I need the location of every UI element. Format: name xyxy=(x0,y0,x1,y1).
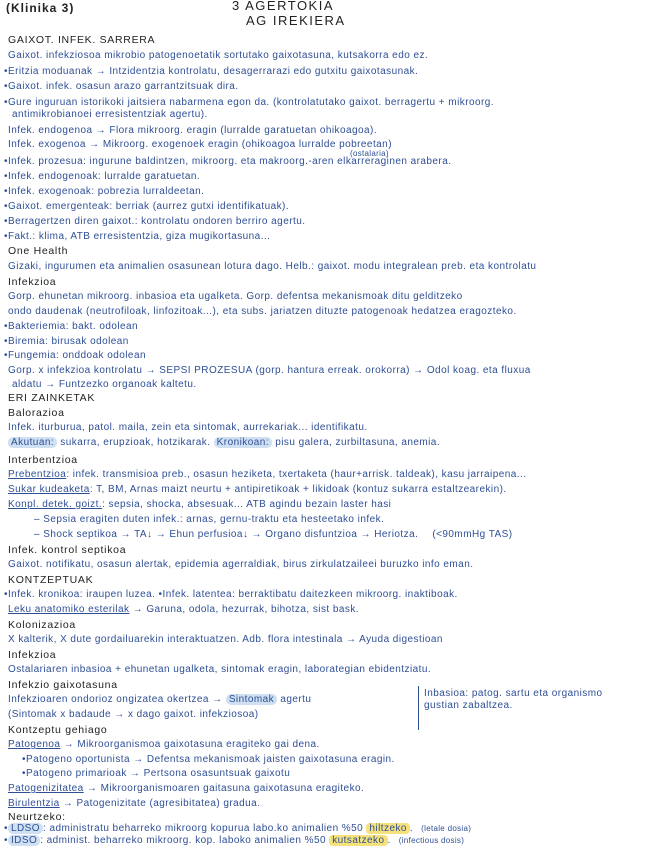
term-patogenizitatea: Patogenizitatea xyxy=(8,783,84,794)
note-line: antimikrobianoei erresistentziak agertu). xyxy=(12,109,208,120)
subheading-neurtzeko: Neurtzeko: xyxy=(8,811,66,823)
akutuan-text: sukarra, erupzioak, hotzikarak. xyxy=(57,437,214,448)
term-leku-esterilak: Leku anatomiko esterilak xyxy=(8,604,130,615)
kronikoan-text: pisu galera, zurbiltasuna, anemia. xyxy=(271,437,441,448)
subheading-kontrol-septikoa: Infek. kontrol septikoa xyxy=(8,544,127,556)
margin-note: (ostalaria) xyxy=(350,149,389,158)
term-patogenoa: Patogenoa xyxy=(8,739,61,750)
gaixotasuna-after: agertu xyxy=(277,694,312,705)
birulentzia-text: → Patogenizitate (agresibitatea) gradua. xyxy=(59,798,261,809)
section-heading-one-health: One Health xyxy=(8,245,69,257)
note-line xyxy=(8,499,391,511)
section-heading-kontzeptu-gehiago: Kontzeptu gehiago xyxy=(8,724,108,736)
note-line: Gorp. ehunetan mikroorg. inbasioa eta ugalketa. Gorp. defentsa mekanismoak ditu gelditzeko xyxy=(8,291,463,302)
patogenoa-text: → Mikroorganismoa gaixotasuna eragiteko gai dena. xyxy=(60,739,320,750)
konpl-text: : sepsia, shocka, absesuak... ATB agindu bezain laster hasi xyxy=(102,499,392,510)
note-line xyxy=(8,469,526,481)
note-line: X kalterik, X dute gordailuarekin interaktuatzen. Adb. flora intestinala → Ayuda digestioan xyxy=(8,634,443,645)
note-line: Infek. exogenoa → Mikroorg. exogenoek eragin (ohikoagoa lurralde pobreetan) xyxy=(8,139,392,150)
section-heading-kontzeptuak: KONTZEPTUAK xyxy=(8,574,94,586)
note-line: •Eritzia moduanak → Intzidentzia kontrolatu, desagerrarazi edo gutxitu gaixotasunak. xyxy=(4,66,419,77)
page-subtitle: AG IREKIERA xyxy=(246,15,346,27)
side-note-divider xyxy=(418,686,419,730)
note-line: • IDSO : administ. beharreko mikroorg. kop. laboko animalien %50 kutsatzeko . (infectious dosis) xyxy=(4,835,465,846)
note-line: Gaixot. notifikatu, osasun alertak, epidemia agerraldiak, birus zirkulatzaileei buruzko info eman. xyxy=(8,559,474,570)
highlight-sintomak: Sintomak xyxy=(226,694,277,705)
ldso-text: : administratu beharreko mikroorg kopurua labo.ko animalien %50 xyxy=(43,823,367,834)
note-line: •Patogeno oportunista → Defentsa mekanismoak jaisten gaixotasuna eragin. xyxy=(22,754,395,765)
term-sukar-kudeaketa: Sukar kudeaketa xyxy=(8,484,90,495)
note-line: ondo daudenak (neutrofiloak, linfozitoak...), eta subs. jariatzen dituzte patogenoak hedatzea eragozteko. xyxy=(8,306,517,317)
subheading-infekzioa: Infekzioa xyxy=(8,649,57,661)
subheading-kolonizazioa: Kolonizazioa xyxy=(8,619,76,631)
note-line: •Gure inguruan istorikoki jaitsiera nabarmena egon da. (kontrolatutako gaixot. berragertu + mikroorg. xyxy=(4,97,495,108)
note-line: •Bakteriemia: bakt. odolean xyxy=(4,321,139,332)
idso-after: . xyxy=(387,835,391,846)
note-line xyxy=(8,484,507,496)
note-line: •Patogeno primarioak → Pertsona osasuntsuak gaixotu xyxy=(22,768,291,779)
note-line: Gorp. x infekzioa kontrolatu → SEPSI PROZESUA (gorp. hantura erreak. orokorra) → Odol koag. eta fluxua xyxy=(8,365,531,376)
section-heading-infekzioa: Infekzioa xyxy=(8,276,57,288)
note-line xyxy=(8,604,359,616)
term-idso: IDSO xyxy=(8,835,40,846)
patogenizitatea-text: → Mikroorganismoaren gaitasuna gaixotasuna eragiteko. xyxy=(83,783,365,794)
note-line xyxy=(8,783,364,795)
gaixotasuna-text: Infekzioaren ondorioz ongizatea okertzea → xyxy=(8,694,226,705)
note-line: – Sepsia eragiten duten infek.: arnas, gernu-traktu eta hesteetako infek. xyxy=(34,514,385,525)
subheading-interbentzioa: Interbentzioa xyxy=(8,454,78,466)
note-line: •Infek. endogenoak: lurralde garatuetan. xyxy=(4,171,201,182)
highlight-kutsatzeko: kutsatzeko xyxy=(329,835,387,846)
page-title: 3 AGERTOKIA xyxy=(232,0,335,12)
note-line: Ostalariaren inbasioa + ehunetan ugalketa, sintomak eragin, laborategian ebidentziatu. xyxy=(8,664,432,675)
note-line: (Sintomak x badaude → x dago gaixot. infekziosoa) xyxy=(8,709,259,720)
note-line xyxy=(34,529,513,541)
note-line: Gaixot. infekziosoa mikrobio patogenoetatik sortutako gaixotasuna, kutsakorra edo ez. xyxy=(8,50,429,61)
note-line: •Gaixot. infek. osasun arazo garrantzitsuak dira. xyxy=(4,81,239,92)
side-note-line: gustian zabaltzea. xyxy=(424,700,513,711)
term-prebentzioa: Prebentzioa xyxy=(8,469,67,480)
subheading-balorazioa: Balorazioa xyxy=(8,407,65,419)
note-line: Infek. endogenoa → Flora mikroorg. eragin (lurralde garatuetan ohikoagoa). xyxy=(8,125,378,136)
subheading-infekzio-gaixotasuna: Infekzio gaixotasuna xyxy=(8,679,118,691)
section-heading-sarrera: GAIXOT. INFEK. SARRERA xyxy=(8,34,156,46)
note-line: •Gaixot. emergenteak: berriak (aurrez gutxi identifikatuak). xyxy=(4,201,290,212)
notes-tag: (Klinika 3) xyxy=(6,2,75,14)
note-line: •Infek. exogenoak: pobrezia lurraldeetan. xyxy=(4,186,205,197)
prebentzioa-text: : infek. transmisioa preb., osasun heziketa, txertaketa (haur+arrisk. taldeak), kasu jarraipena... xyxy=(66,469,527,480)
note-line xyxy=(8,798,260,810)
note-line: aldatu → Funtzezko organoak kaltetu. xyxy=(12,379,197,390)
note-line xyxy=(8,437,440,449)
note-line: Gizaki, ingurumen eta animalien osasunean lotura dago. Helb.: gaixot. modu integralean preb. eta kontrolatu xyxy=(8,261,537,272)
highlight-kronikoan: Kronikoan: xyxy=(214,437,272,448)
highlight-akutuan: Akutuan: xyxy=(8,437,57,448)
idso-note: (infectious dosis) xyxy=(398,836,465,845)
note-line: •Fakt.: klima, ATB erresistentzia, giza mugikortasuna... xyxy=(4,231,271,242)
note-line xyxy=(8,739,320,751)
note-line: •Infek. prozesua: ingurune baldintzen, mikroorg. eta makroorg.-aren elkarreraginen arabera. xyxy=(4,156,452,167)
note-line: •Infek. kronikoa: iraupen luzea. •Infek. latentea: berraktibatu daitezkeen mikroorg. inaktiboak. xyxy=(4,589,458,600)
shock-note: (<90mmHg TAS) xyxy=(432,529,513,540)
note-line: •Fungemia: onddoak odolean xyxy=(4,350,146,361)
ldso-after: . xyxy=(409,823,414,834)
note-line: • LDSO : administratu beharreko mikroorg kopurua labo.ko animalien %50 hiltzeko . (letale dosia) xyxy=(4,823,472,834)
side-note-line: Inbasioa: patog. sartu eta organismo xyxy=(424,688,603,699)
section-heading-eri-zainketak: ERI ZAINKETAK xyxy=(8,392,96,404)
highlight-hiltzeko: hiltzeko xyxy=(366,823,410,834)
term-ldso: LDSO xyxy=(8,823,43,834)
term-konpl-detek: Konpl. detek. goizt. xyxy=(8,499,103,510)
esterilak-text: → Garuna, odola, hezurrak, bihotza, sist bask. xyxy=(129,604,360,615)
idso-text: : administ. beharreko mikroorg. kop. laboko animalien %50 xyxy=(40,835,330,846)
note-line: •Berragertzen diren gaixot.: kontrolatu ondoren berriro agertu. xyxy=(4,216,306,227)
ldso-note: (letale dosia) xyxy=(421,824,472,833)
note-line xyxy=(8,694,311,706)
note-line: •Biremia: birusak odolean xyxy=(4,336,129,347)
sukar-text: : T, BM, Arnas maizt neurtu + antipiretikoak + likidoak (kontuz sukarra estaltzearekin). xyxy=(89,484,507,495)
note-line: Infek. iturburua, patol. maila, zein eta sintomak, aurrekariak... identifikatu. xyxy=(8,422,368,433)
term-birulentzia: Birulentzia xyxy=(8,798,60,809)
shock-text: – Shock septikoa → TA↓ → Ehun perfusioa↓ → Organo disfuntzioa → Heriotza. xyxy=(34,529,419,540)
